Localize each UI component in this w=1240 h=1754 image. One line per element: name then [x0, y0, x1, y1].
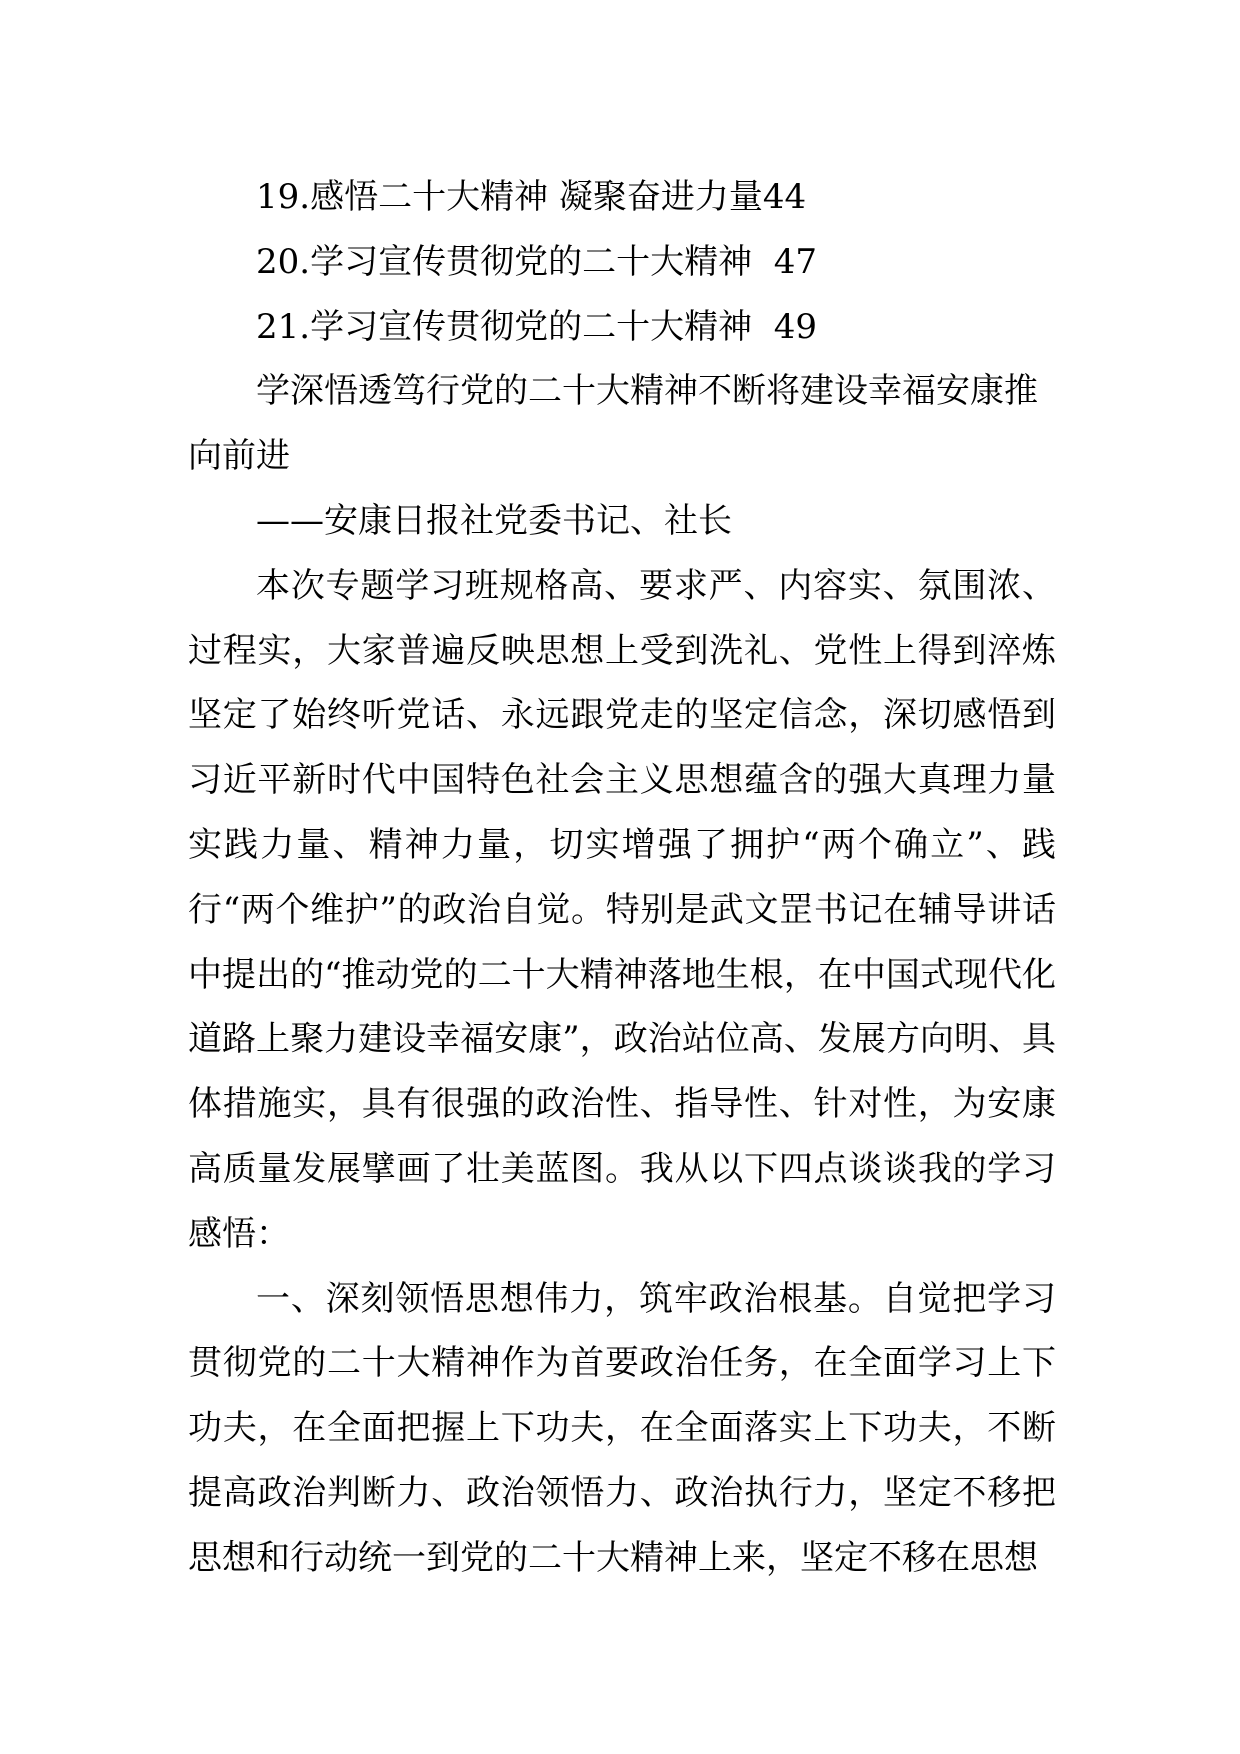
toc-entry-20[interactable]: [188, 230, 1056, 295]
table-of-contents: [188, 165, 1056, 359]
toc-entry-number: 20.: [256, 241, 311, 282]
toc-entry-number: 19.: [256, 177, 311, 217]
body-paragraph: 本次专题学习班规格高、要求严、内容实、氛围浓、过程实，大家普遍反映思想上受到洗礼、党性上得到淬炼坚定了始终听党话、永远跟党走的坚定信念，深切感悟到习近平新时代中国特色社会主义思想蕴含的强大真理力量实践力量、精神力量，切实增强了拥护“两个确立”、践行“两个维护”的政治自觉。特别是武文罡书记在辅导讲话中提出的“推动党的二十大精神落地生根，在中国式现代化道路上聚力建设幸福安康”，政治站位高、发展方向明、具体措施实，具有很强的政治性、指导性、针对性，为安康高质量发展擘画了壮美蓝图。我从以下四点谈谈我的学习感悟：: [188, 565, 1056, 1254]
toc-entry-page: 47: [773, 241, 817, 282]
article-byline: ——安康日报社党委书记、社长: [256, 500, 732, 541]
body-paragraph: 一、深刻领悟思想伟力，筑牢政治根基。自觉把学习贯彻党的二十大精神作为首要政治任务，在全面学习上下功夫，在全面把握上下功夫，在全面落实上下功夫，不断提高政治判断力、政治领悟力、政治执行力，坚定不移把思想和行动统一到党的二十大精神上来，坚定不移在思想: [188, 1278, 1056, 1578]
toc-entry-title: 感悟二十大精神 凝聚奋进力量: [310, 177, 763, 217]
toc-entry-21[interactable]: [188, 295, 1056, 360]
toc-entry-title: 学习宣传贯彻党的二十大精神: [310, 306, 753, 347]
toc-entry-title: 学习宣传贯彻党的二十大精神: [310, 241, 753, 282]
page-content: [188, 165, 1056, 1591]
toc-entry-19[interactable]: [188, 165, 1056, 230]
toc-entry-number: 21.: [256, 306, 311, 347]
toc-entry-page: 44: [762, 177, 807, 217]
toc-entry-page: 49: [773, 306, 817, 347]
article-title: 学深悟透笃行党的二十大精神不断将建设幸福安康推向前进: [188, 371, 1038, 477]
